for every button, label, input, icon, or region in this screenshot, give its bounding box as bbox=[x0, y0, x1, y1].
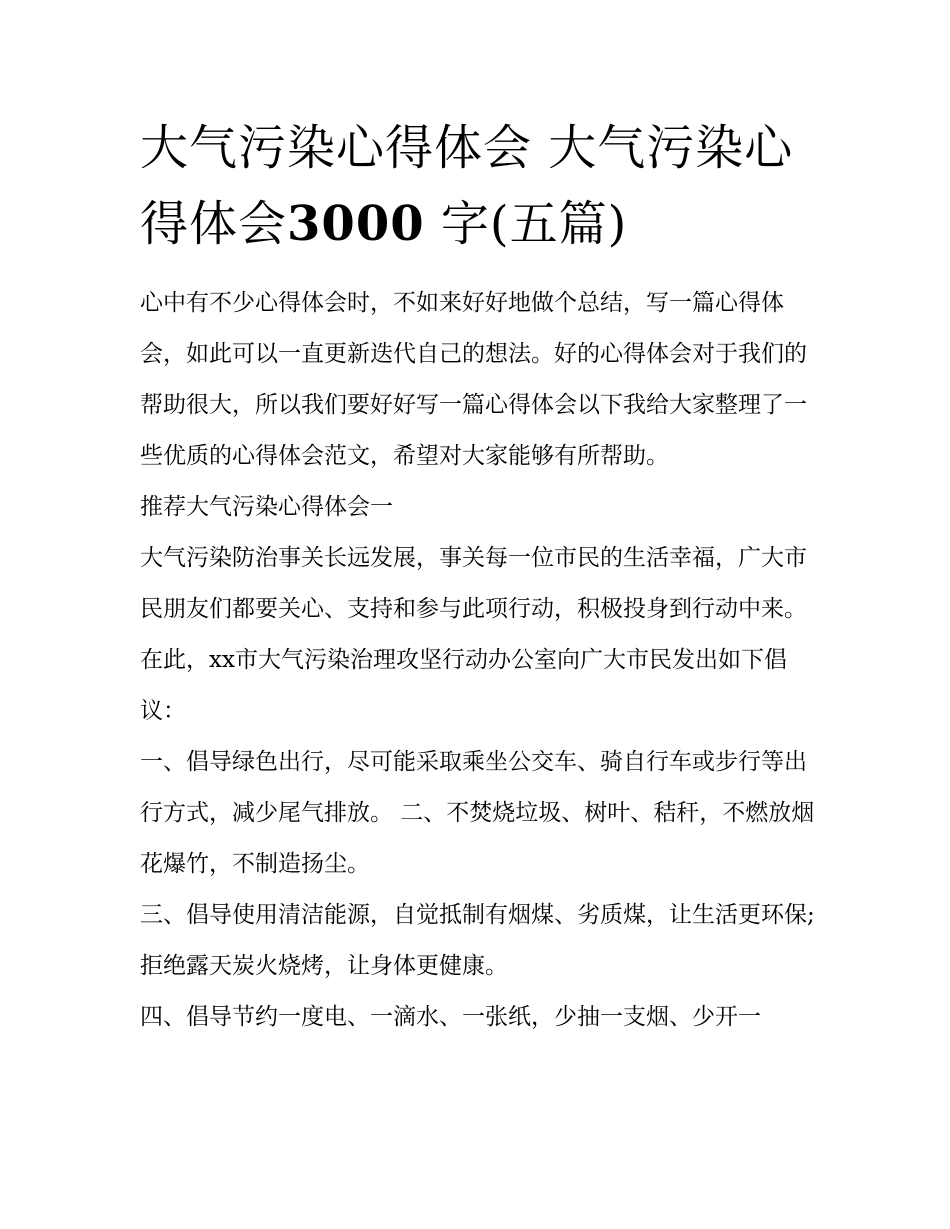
section-heading: 推荐大气污染心得体会一 bbox=[140, 494, 393, 520]
intro-paragraph: 心中有不少心得体会时，不如来好好地做个总结，写一篇心得体会，如此可以一直更新迭代自己的想法。好的心得体会对于我们的帮助很大，所以我们要好好写一篇心得体会以下我给大家整理了一些优质的心得体会范文，希望对大家能够有所帮助。 bbox=[140, 290, 807, 469]
list-item: 四、倡导节约一度电、一滴水、一张纸，少抽一支烟、少开一 bbox=[140, 1004, 761, 1030]
list-item: 三、倡导使用清洁能源，自觉抵制有烟煤、劣质煤，让生活更环保;拒绝露天炭火烧烤，让身体更健康。 bbox=[140, 902, 815, 979]
list-item: 一、倡导绿色出行，尽可能采取乘坐公交车、骑自行车或步行等出行方式，减少尾气排放。 二、不焚烧垃圾、树叶、秸秆，不燃放烟花爆竹，不制造扬尘。 bbox=[140, 749, 815, 877]
body-paragraph: 大气污染防治事关长远发展，事关每一位市民的生活幸福，广大市民朋友们都要关心、支持和参与此项行动，积极投身到行动中来。在此，xx市大气污染治理攻坚行动办公室向广大市民发出如下倡议： bbox=[140, 545, 807, 724]
title-suffix: 字(五篇) bbox=[440, 196, 628, 252]
document-title bbox=[140, 110, 820, 262]
title-number: 3000 bbox=[287, 196, 425, 252]
title-text: 大气污染心得体会 大气污染心得体会 bbox=[140, 120, 794, 252]
document-body bbox=[140, 278, 820, 1043]
